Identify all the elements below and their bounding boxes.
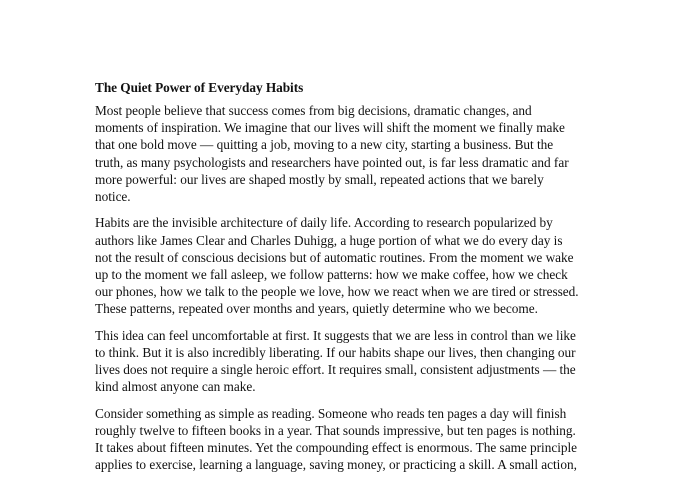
paragraph-line: truth, as many psychologists and researchers have pointed out, is far less dramatic and far <box>95 154 569 170</box>
paragraph-line: Consider something as simple as reading. Someone who reads ten pages a day will finish <box>95 405 567 421</box>
paragraph-line: more powerful: our lives are shaped mostly by small, repeated actions that we barely <box>95 171 544 187</box>
paragraph-line: notice. <box>95 189 131 205</box>
paragraph-line: to think. But it is also incredibly liberating. If our habits shape our lives, then changing our <box>95 345 576 361</box>
paragraph-line: applies to exercise, learning a language, saving money, or practicing a skill. A small action, <box>95 457 577 473</box>
paragraph-line: up to the moment we fall asleep, we follow patterns: how we make coffee, how we check <box>95 267 568 283</box>
paragraph-line: This idea can feel uncomfortable at first. It suggests that we are less in control than we like <box>95 327 576 343</box>
paragraph-line: Most people believe that success comes from big decisions, dramatic changes, and <box>95 103 532 118</box>
paragraph-line: not the result of conscious decisions but of automatic routines. From the moment we wake <box>95 249 574 265</box>
paragraph-line: authors like James Clear and Charles Duhigg, a huge portion of what we do every day is <box>95 232 563 248</box>
paragraph-4 <box>95 405 595 474</box>
paragraph-line: It takes about fifteen minutes. Yet the compounding effect is enormous. The same principle <box>95 440 578 456</box>
paragraph-1 <box>95 102 595 205</box>
paragraph-line: kind almost anyone can make. <box>95 379 256 395</box>
document-title: The Quiet Power of Everyday Habits <box>95 80 304 95</box>
paragraph-line: our phones, how we talk to the people we love, how we react when we are tired or stressed. <box>95 284 579 300</box>
paragraph-3 <box>95 327 595 396</box>
paragraph-line: Habits are the invisible architecture of daily life. According to research popularized by <box>95 215 553 231</box>
paragraph-line: lives does not require a single heroic effort. It requires small, consistent adjustments — the <box>95 362 576 378</box>
paragraph-2 <box>95 214 595 317</box>
paragraph-line: These patterns, repeated over months and years, quietly determine who we become. <box>95 301 538 317</box>
paragraph-line: moments of inspiration. We imagine that our lives will shift the moment we finally make <box>95 120 565 136</box>
paragraph-line: that one bold move — quitting a job, moving to a new city, starting a business. But the <box>95 137 554 153</box>
document-body <box>95 79 595 483</box>
paragraph-line: roughly twelve to fifteen books in a year. That sounds impressive, but ten pages is nothing. <box>95 423 576 439</box>
